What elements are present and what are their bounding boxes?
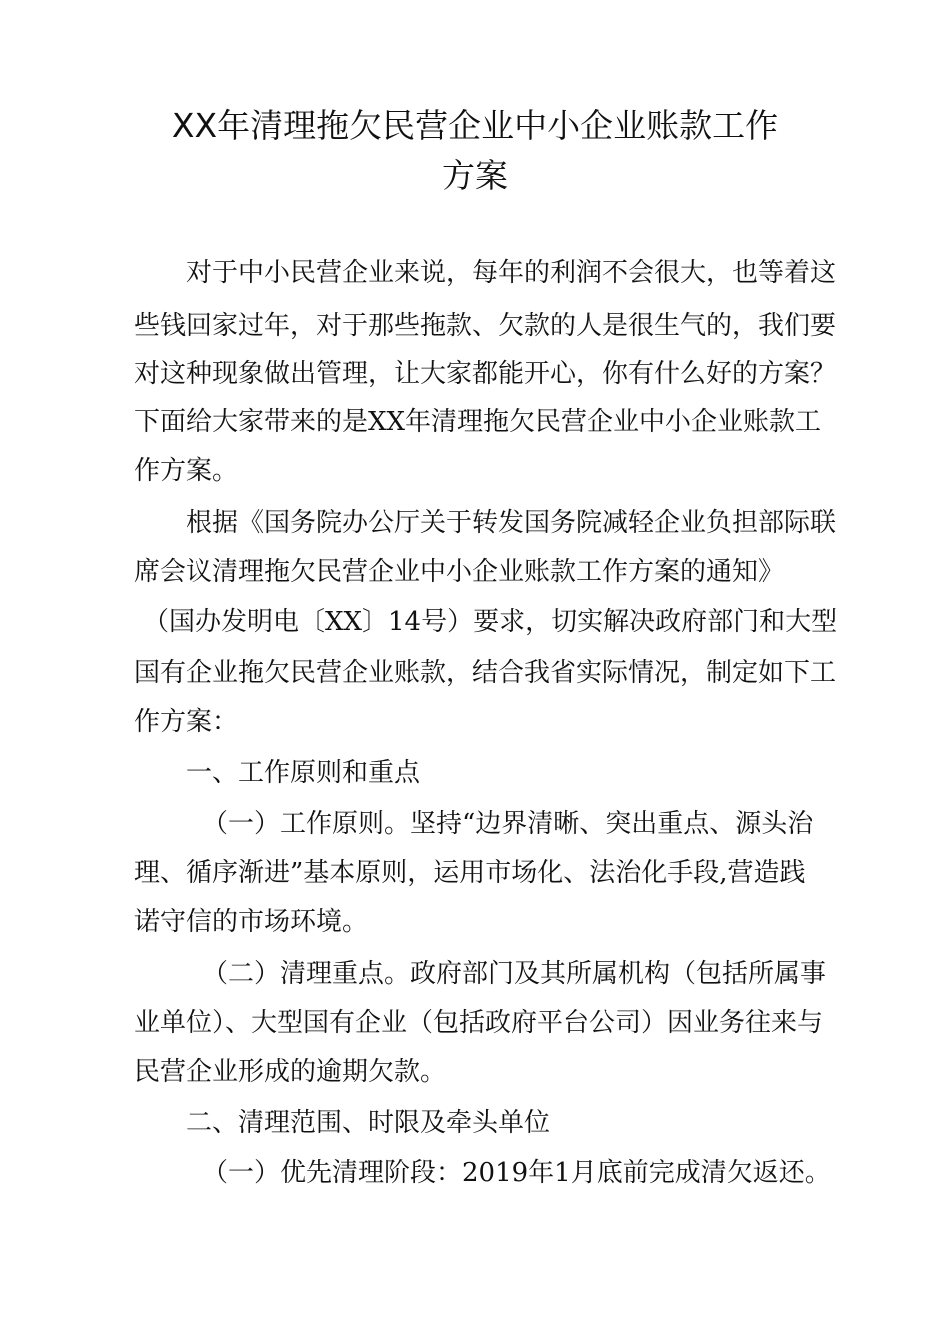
body-line-9: 国有企业拖欠民营企业账款，结合我省实际情况，制定如下工 xyxy=(134,658,837,688)
body-line-10: 作方案： xyxy=(134,707,239,737)
document-title-line-1: XX年清理拖欠民营企业中小企业账款工作 xyxy=(171,106,779,145)
body-line-6: 根据《国务院办公厅关于转发国务院减轻企业负担部际联 xyxy=(186,508,837,538)
body-line-15: （二）清理重点。政府部门及其所属机构（包括所属事 xyxy=(202,959,827,989)
body-line-1: 对于中小民营企业来说，每年的利润不会很大，也等着这 xyxy=(186,258,837,288)
body-line-4: 下面给大家带来的是XX年清理拖欠民营企业中小企业账款工 xyxy=(134,407,822,437)
body-line-13: 理、循序渐进”基本原则，运用市场化、法治化手段,营造践 xyxy=(134,858,806,888)
section-heading-1: 一、工作原则和重点 xyxy=(186,758,421,788)
section-heading-2: 二、清理范围、时限及牵头单位 xyxy=(186,1108,551,1138)
body-line-14: 诺守信的市场环境。 xyxy=(134,907,369,937)
document-title-line-2: 方案 xyxy=(442,156,508,195)
body-line-2: 些钱回家过年，对于那些拖款、欠款的人是很生气的，我们要 xyxy=(134,311,837,341)
body-line-7: 席会议清理拖欠民营企业中小企业账款工作方案的通知》 xyxy=(134,557,785,587)
body-line-12: （一）工作原则。坚持“边界清晰、突出重点、源头治 xyxy=(202,809,814,839)
body-line-3: 对这种现象做出管理，让大家都能开心，你有什么好的方案？ xyxy=(134,359,837,389)
body-line-8: （国办发明电〔XX〕14号）要求，切实解决政府部门和大型 xyxy=(143,607,838,637)
body-line-17: 民营企业形成的逾期欠款。 xyxy=(134,1057,447,1087)
body-line-5: 作方案。 xyxy=(134,456,239,486)
body-line-19: （一）优先清理阶段：2019年1月底前完成清欠返还。 xyxy=(202,1158,831,1188)
body-line-16: 业单位）、大型国有企业（包括政府平台公司）因业务往来与 xyxy=(134,1008,824,1038)
